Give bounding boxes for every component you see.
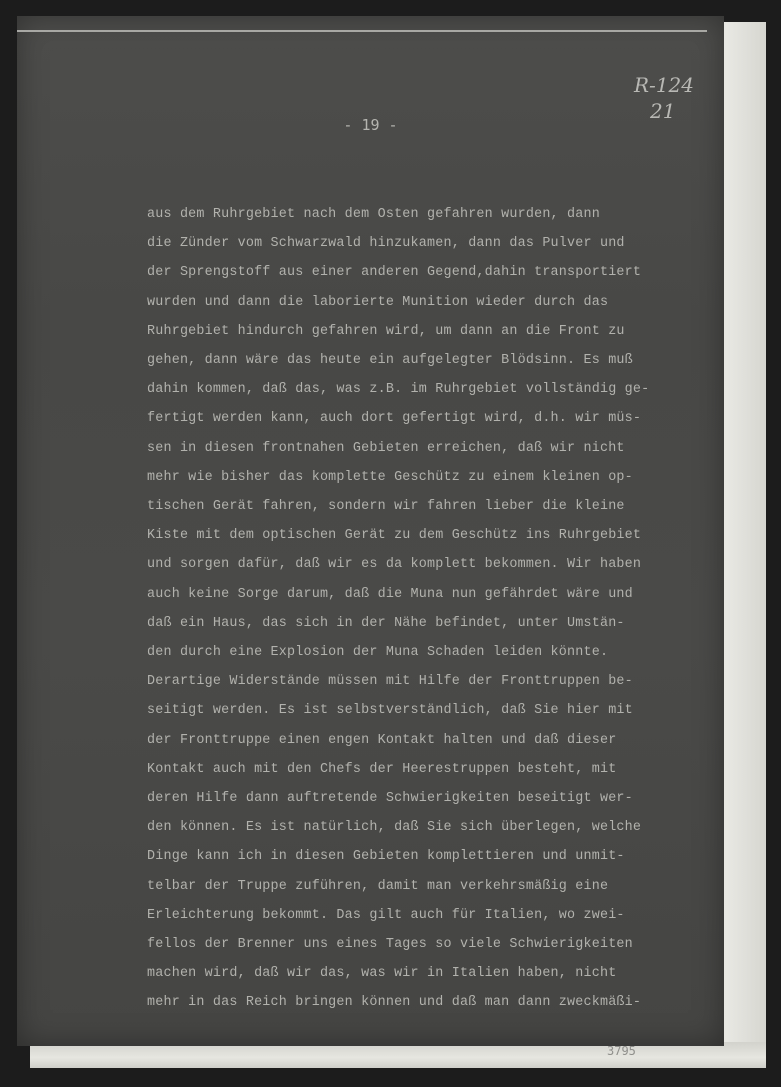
text-line: Erleichterung bekommt. Das gilt auch für Italien, wo zwei- — [147, 907, 625, 923]
text-line: aus dem Ruhrgebiet nach dem Osten gefahren wurden, dann — [147, 207, 600, 222]
text-line: gehen, dann wäre das heute ein aufgelegter Blödsinn. Es muß — [147, 353, 633, 369]
text-line: fertigt werden kann, auch dort gefertigt wird, d.h. wir müs- — [147, 411, 642, 427]
text-line: den durch eine Explosion der Muna Schaden leiden könnte. — [147, 645, 609, 661]
document-page — [17, 16, 724, 1058]
text-line: deren Hilfe dann auftretende Schwierigkeiten beseitigt wer- — [147, 791, 633, 807]
body-text — [147, 200, 707, 1018]
annotation-line-1: R-124 — [634, 73, 694, 97]
annotation-line-2: 21 — [650, 99, 676, 123]
text-line: Kiste mit dem optischen Gerät zu dem Geschütz ins Ruhrgebiet — [147, 528, 642, 544]
text-line: machen wird, daß wir das, was wir in Italien haben, nicht — [147, 966, 617, 982]
text-line: mehr in das Reich bringen können und daß man dann zweckmäßi- — [147, 995, 642, 1011]
text-line: der Fronttruppe einen engen Kontakt halten und daß dieser — [147, 732, 617, 748]
text-line: und sorgen dafür, daß wir es da komplett bekommen. Wir haben — [147, 557, 642, 573]
text-line: seitigt werden. Es ist selbstverständlich, daß Sie hier mit — [147, 703, 633, 719]
text-line: wurden und dann die laborierte Munition wieder durch das — [147, 294, 609, 310]
text-line: Dinge kann ich in diesen Gebieten komplettieren und unmit- — [147, 849, 625, 865]
text-line: daß ein Haus, das sich in der Nähe befindet, unter Umstän- — [147, 615, 625, 631]
text-line: mehr wie bisher das komplette Geschütz zu einem kleinen op- — [147, 469, 633, 485]
text-line: dahin kommen, daß das, was z.B. im Ruhrgebiet vollständig ge- — [147, 382, 650, 398]
text-line: die Zünder vom Schwarzwald hinzukamen, dann das Pulver und — [147, 236, 625, 252]
text-line: tischen Gerät fahren, sondern wir fahren lieber die kleine — [147, 499, 625, 515]
text-line: Kontakt auch mit den Chefs der Heerestruppen besteht, mit — [147, 761, 617, 777]
text-line: fellos der Brenner uns eines Tages so viele Schwierigkeiten — [147, 937, 633, 953]
text-line: auch keine Sorge darum, daß die Muna nun gefährdet wäre und — [147, 586, 633, 602]
footer-stamp: 3795 — [607, 1044, 636, 1058]
text-line: Derartige Widerstände müssen mit Hilfe der Fronttruppen be- — [147, 674, 633, 690]
top-rule — [17, 30, 707, 32]
text-line: Ruhrgebiet hindurch gefahren wird, um dann an die Front zu — [147, 323, 625, 339]
text-line: den können. Es ist natürlich, daß Sie sich überlegen, welche — [147, 820, 642, 836]
text-line: der Sprengstoff aus einer anderen Gegend,dahin transportiert — [147, 265, 642, 281]
text-line: sen in diesen frontnahen Gebieten erreichen, daß wir nicht — [147, 440, 625, 456]
page-number: - 19 - — [343, 116, 398, 134]
text-line: telbar der Truppe zuführen, damit man verkehrsmäßig eine — [147, 878, 609, 894]
